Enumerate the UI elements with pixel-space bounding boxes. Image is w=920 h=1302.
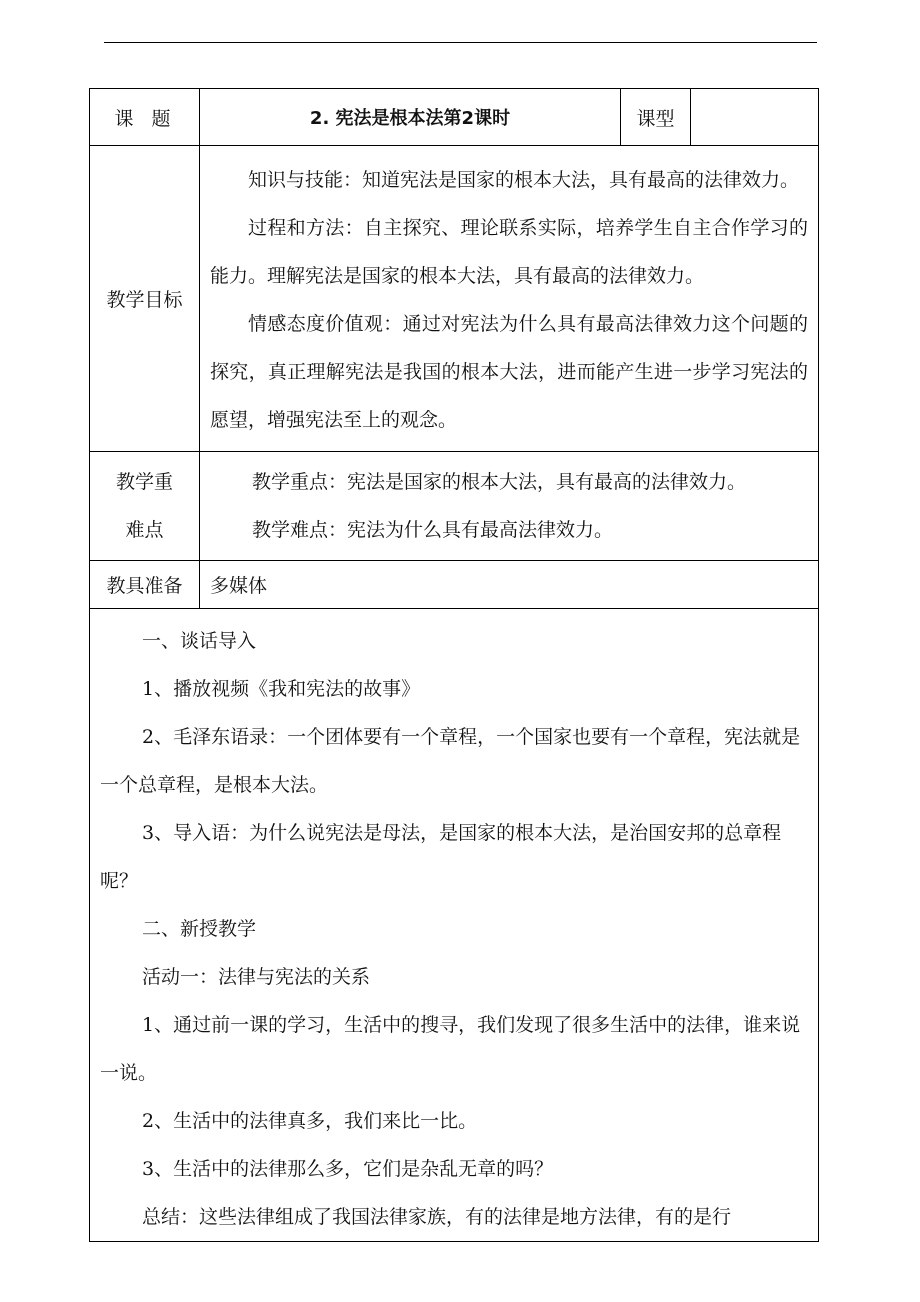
- process-line: 二、新授教学: [142, 918, 257, 940]
- topic-row: [90, 89, 819, 146]
- process-line: 3、生活中的法律那么多，它们是杂乱无章的吗？: [142, 1158, 554, 1180]
- process-line: 1、通过前一课的学习，生活中的搜寻，我们发现了很多生活中的法律，谁来说一说。: [100, 1014, 801, 1084]
- difficulty-content: [200, 452, 819, 561]
- page-header-rule: [104, 42, 817, 43]
- goals-content: [200, 146, 819, 452]
- process-row: [90, 609, 819, 1242]
- goal-knowledge: 知识与技能：知道宪法是国家的根本大法，具有最高的法律效力。: [248, 168, 800, 191]
- goals-row: [90, 146, 819, 452]
- process-line: 一、谈话导入: [142, 630, 257, 652]
- goal-attitude: 情感态度价值观：通过对宪法为什么具有最高法律效力这个问题的探究，真正理解宪法是我国的根本大法，进而能产生进一步学习宪法的愿望，增强宪法至上的观念。: [210, 312, 808, 431]
- topic-label: 课题: [90, 89, 200, 146]
- process-line: 2、毛泽东语录：一个团体要有一个章程，一个国家也要有一个章程，宪法就是一个总章程，是根本大法。: [100, 726, 801, 796]
- goal-process: 过程和方法：自主探究、理论联系实际，培养学生自主合作学习的能力。理解宪法是国家的根本大法，具有最高的法律效力。: [210, 216, 808, 287]
- process-line: 3、导入语：为什么说宪法是母法，是国家的根本大法，是治国安邦的总章程呢？: [100, 822, 782, 892]
- tools-label: 教具准备: [90, 561, 200, 609]
- difficulty-label-line-1: 教学重: [115, 471, 173, 493]
- difficult-point: 教学难点：宪法为什么具有最高法律效力。: [252, 519, 614, 541]
- process-line: 1、播放视频《我和宪法的故事》: [142, 678, 421, 700]
- lesson-title: 2. 宪法是根本法第2课时: [200, 89, 621, 146]
- tools-row: [90, 561, 819, 609]
- lesson-plan-table: [89, 88, 819, 1242]
- process-line: 活动一：法律与宪法的关系: [142, 966, 371, 988]
- lesson-type-value: [691, 89, 819, 146]
- lesson-type-label: 课型: [621, 89, 691, 146]
- difficulty-label-line-2: 难点: [125, 519, 164, 541]
- difficulty-label: [90, 452, 200, 561]
- process-line: 总结：这些法律组成了我国法律家族，有的法律是地方法律，有的是行: [142, 1206, 732, 1228]
- key-point: 教学重点：宪法是国家的根本大法，具有最高的法律效力。: [252, 471, 747, 493]
- teaching-process: [90, 609, 819, 1242]
- goals-label: 教学目标: [90, 146, 200, 452]
- process-line: 2、生活中的法律真多，我们来比一比。: [142, 1110, 478, 1132]
- difficulty-row: [90, 452, 819, 561]
- tools-value: 多媒体: [200, 561, 819, 609]
